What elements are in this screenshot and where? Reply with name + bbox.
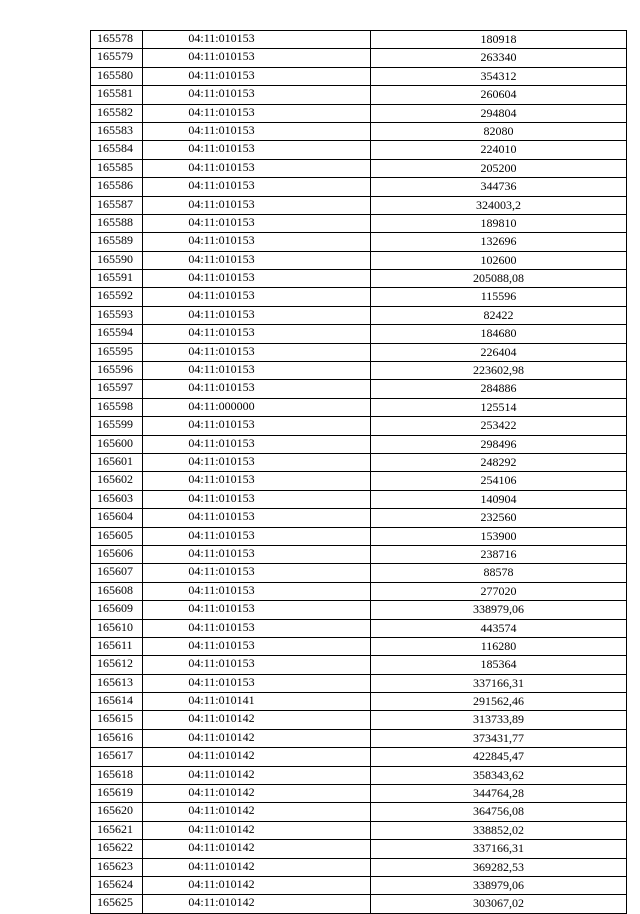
table-row <box>91 380 627 398</box>
row-id-cell: 165597 <box>91 380 143 398</box>
table-row <box>91 766 627 784</box>
cadastral-code-cell: 04:11:010153 <box>143 178 371 196</box>
row-id-cell: 165625 <box>91 895 143 913</box>
table-row <box>91 288 627 306</box>
row-id-cell: 165622 <box>91 840 143 858</box>
table-row <box>91 67 627 85</box>
value-cell: 338979,06 <box>371 601 627 619</box>
table-row <box>91 582 627 600</box>
table-row <box>91 398 627 416</box>
table-row <box>91 729 627 747</box>
row-id-cell: 165592 <box>91 288 143 306</box>
table-row <box>91 601 627 619</box>
row-id-cell: 165578 <box>91 31 143 49</box>
cadastral-code-cell: 04:11:010153 <box>143 674 371 692</box>
cadastral-code-cell: 04:11:010153 <box>143 564 371 582</box>
cadastral-code-cell: 04:11:000000 <box>143 398 371 416</box>
cadastral-code-cell: 04:11:010142 <box>143 711 371 729</box>
row-id-cell: 165599 <box>91 417 143 435</box>
value-cell: 116280 <box>371 637 627 655</box>
data-table <box>90 30 627 914</box>
value-cell: 263340 <box>371 49 627 67</box>
value-cell: 358343,62 <box>371 766 627 784</box>
table-row <box>91 545 627 563</box>
value-cell: 344736 <box>371 178 627 196</box>
cadastral-code-cell: 04:11:010153 <box>143 122 371 140</box>
value-cell: 277020 <box>371 582 627 600</box>
row-id-cell: 165582 <box>91 104 143 122</box>
row-id-cell: 165589 <box>91 233 143 251</box>
value-cell: 132696 <box>371 233 627 251</box>
table-row <box>91 306 627 324</box>
row-id-cell: 165583 <box>91 122 143 140</box>
value-cell: 238716 <box>371 545 627 563</box>
value-cell: 443574 <box>371 619 627 637</box>
value-cell: 364756,08 <box>371 803 627 821</box>
row-id-cell: 165594 <box>91 325 143 343</box>
value-cell: 205088,08 <box>371 270 627 288</box>
row-id-cell: 165586 <box>91 178 143 196</box>
value-cell: 180918 <box>371 31 627 49</box>
value-cell: 373431,77 <box>371 729 627 747</box>
cadastral-code-cell: 04:11:010153 <box>143 472 371 490</box>
cadastral-code-cell: 04:11:010153 <box>143 380 371 398</box>
table-row <box>91 564 627 582</box>
cadastral-code-cell: 04:11:010153 <box>143 509 371 527</box>
row-id-cell: 165624 <box>91 876 143 894</box>
table-row <box>91 453 627 471</box>
value-cell: 88578 <box>371 564 627 582</box>
row-id-cell: 165614 <box>91 693 143 711</box>
table-row <box>91 840 627 858</box>
row-id-cell: 165598 <box>91 398 143 416</box>
cadastral-code-cell: 04:11:010153 <box>143 601 371 619</box>
table-row <box>91 637 627 655</box>
cadastral-code-cell: 04:11:010153 <box>143 214 371 232</box>
cadastral-code-cell: 04:11:010142 <box>143 766 371 784</box>
table-row <box>91 895 627 913</box>
table-row <box>91 159 627 177</box>
row-id-cell: 165605 <box>91 527 143 545</box>
value-cell: 153900 <box>371 527 627 545</box>
cadastral-code-cell: 04:11:010142 <box>143 895 371 913</box>
table-row <box>91 417 627 435</box>
row-id-cell: 165595 <box>91 343 143 361</box>
table-row <box>91 49 627 67</box>
cadastral-code-cell: 04:11:010153 <box>143 490 371 508</box>
value-cell: 344764,28 <box>371 785 627 803</box>
row-id-cell: 165623 <box>91 858 143 876</box>
row-id-cell: 165596 <box>91 362 143 380</box>
table-row <box>91 233 627 251</box>
value-cell: 354312 <box>371 67 627 85</box>
row-id-cell: 165611 <box>91 637 143 655</box>
cadastral-code-cell: 04:11:010153 <box>143 619 371 637</box>
cadastral-code-cell: 04:11:010153 <box>143 435 371 453</box>
row-id-cell: 165619 <box>91 785 143 803</box>
cadastral-code-cell: 04:11:010153 <box>143 306 371 324</box>
row-id-cell: 165607 <box>91 564 143 582</box>
table-row <box>91 214 627 232</box>
table-row <box>91 362 627 380</box>
cadastral-code-cell: 04:11:010153 <box>143 86 371 104</box>
value-cell: 369282,53 <box>371 858 627 876</box>
table-row <box>91 711 627 729</box>
row-id-cell: 165587 <box>91 196 143 214</box>
cadastral-code-cell: 04:11:010142 <box>143 876 371 894</box>
row-id-cell: 165588 <box>91 214 143 232</box>
value-cell: 82080 <box>371 122 627 140</box>
table-row <box>91 803 627 821</box>
value-cell: 82422 <box>371 306 627 324</box>
value-cell: 223602,98 <box>371 362 627 380</box>
value-cell: 324003,2 <box>371 196 627 214</box>
value-cell: 337166,31 <box>371 674 627 692</box>
cadastral-code-cell: 04:11:010153 <box>143 362 371 380</box>
value-cell: 224010 <box>371 141 627 159</box>
value-cell: 125514 <box>371 398 627 416</box>
table-row <box>91 674 627 692</box>
row-id-cell: 165621 <box>91 821 143 839</box>
row-id-cell: 165616 <box>91 729 143 747</box>
row-id-cell: 165606 <box>91 545 143 563</box>
value-cell: 184680 <box>371 325 627 343</box>
value-cell: 253422 <box>371 417 627 435</box>
cadastral-code-cell: 04:11:010153 <box>143 637 371 655</box>
cadastral-code-cell: 04:11:010153 <box>143 233 371 251</box>
cadastral-code-cell: 04:11:010153 <box>143 325 371 343</box>
table-row <box>91 509 627 527</box>
table-row <box>91 86 627 104</box>
cadastral-code-cell: 04:11:010153 <box>143 656 371 674</box>
value-cell: 284886 <box>371 380 627 398</box>
value-cell: 338979,06 <box>371 876 627 894</box>
cadastral-code-cell: 04:11:010142 <box>143 821 371 839</box>
cadastral-code-cell: 04:11:010153 <box>143 49 371 67</box>
cadastral-code-cell: 04:11:010153 <box>143 31 371 49</box>
row-id-cell: 165608 <box>91 582 143 600</box>
cadastral-code-cell: 04:11:010153 <box>143 67 371 85</box>
row-id-cell: 165618 <box>91 766 143 784</box>
row-id-cell: 165581 <box>91 86 143 104</box>
table-row <box>91 31 627 49</box>
table-row <box>91 270 627 288</box>
table-row <box>91 656 627 674</box>
table-row <box>91 693 627 711</box>
cadastral-code-cell: 04:11:010142 <box>143 729 371 747</box>
table-row <box>91 472 627 490</box>
value-cell: 337166,31 <box>371 840 627 858</box>
row-id-cell: 165602 <box>91 472 143 490</box>
table-row <box>91 435 627 453</box>
table-row <box>91 858 627 876</box>
cadastral-code-cell: 04:11:010153 <box>143 196 371 214</box>
value-cell: 115596 <box>371 288 627 306</box>
row-id-cell: 165612 <box>91 656 143 674</box>
table-row <box>91 178 627 196</box>
value-cell: 422845,47 <box>371 748 627 766</box>
cadastral-code-cell: 04:11:010153 <box>143 104 371 122</box>
value-cell: 102600 <box>371 251 627 269</box>
cadastral-code-cell: 04:11:010153 <box>143 582 371 600</box>
row-id-cell: 165580 <box>91 67 143 85</box>
table-row <box>91 141 627 159</box>
table-row <box>91 104 627 122</box>
value-cell: 185364 <box>371 656 627 674</box>
cadastral-code-cell: 04:11:010153 <box>143 288 371 306</box>
value-cell: 260604 <box>371 86 627 104</box>
table-row <box>91 748 627 766</box>
table-row <box>91 251 627 269</box>
value-cell: 189810 <box>371 214 627 232</box>
value-cell: 226404 <box>371 343 627 361</box>
row-id-cell: 165620 <box>91 803 143 821</box>
table-row <box>91 343 627 361</box>
table-row <box>91 122 627 140</box>
value-cell: 298496 <box>371 435 627 453</box>
cadastral-code-cell: 04:11:010153 <box>143 251 371 269</box>
table-row <box>91 876 627 894</box>
row-id-cell: 165615 <box>91 711 143 729</box>
row-id-cell: 165610 <box>91 619 143 637</box>
row-id-cell: 165584 <box>91 141 143 159</box>
row-id-cell: 165604 <box>91 509 143 527</box>
value-cell: 232560 <box>371 509 627 527</box>
table-row <box>91 619 627 637</box>
cadastral-code-cell: 04:11:010153 <box>143 270 371 288</box>
value-cell: 248292 <box>371 453 627 471</box>
row-id-cell: 165601 <box>91 453 143 471</box>
cadastral-code-cell: 04:11:010153 <box>143 141 371 159</box>
value-cell: 338852,02 <box>371 821 627 839</box>
row-id-cell: 165609 <box>91 601 143 619</box>
value-cell: 254106 <box>371 472 627 490</box>
cadastral-code-cell: 04:11:010142 <box>143 748 371 766</box>
value-cell: 140904 <box>371 490 627 508</box>
value-cell: 294804 <box>371 104 627 122</box>
cadastral-code-cell: 04:11:010142 <box>143 785 371 803</box>
row-id-cell: 165613 <box>91 674 143 692</box>
cadastral-code-cell: 04:11:010141 <box>143 693 371 711</box>
value-cell: 303067,02 <box>371 895 627 913</box>
cadastral-code-cell: 04:11:010153 <box>143 343 371 361</box>
value-cell: 313733,89 <box>371 711 627 729</box>
value-cell: 291562,46 <box>371 693 627 711</box>
table-row <box>91 821 627 839</box>
cadastral-code-cell: 04:11:010153 <box>143 545 371 563</box>
value-cell: 205200 <box>371 159 627 177</box>
row-id-cell: 165600 <box>91 435 143 453</box>
cadastral-code-cell: 04:11:010153 <box>143 417 371 435</box>
table-row <box>91 196 627 214</box>
cadastral-code-cell: 04:11:010142 <box>143 858 371 876</box>
cadastral-code-cell: 04:11:010153 <box>143 159 371 177</box>
table-body <box>91 31 627 914</box>
row-id-cell: 165591 <box>91 270 143 288</box>
row-id-cell: 165603 <box>91 490 143 508</box>
cadastral-code-cell: 04:11:010142 <box>143 803 371 821</box>
table-row <box>91 325 627 343</box>
row-id-cell: 165585 <box>91 159 143 177</box>
row-id-cell: 165617 <box>91 748 143 766</box>
table-row <box>91 785 627 803</box>
table-row <box>91 490 627 508</box>
cadastral-code-cell: 04:11:010153 <box>143 527 371 545</box>
row-id-cell: 165593 <box>91 306 143 324</box>
row-id-cell: 165579 <box>91 49 143 67</box>
cadastral-code-cell: 04:11:010153 <box>143 453 371 471</box>
row-id-cell: 165590 <box>91 251 143 269</box>
table-row <box>91 527 627 545</box>
cadastral-code-cell: 04:11:010142 <box>143 840 371 858</box>
